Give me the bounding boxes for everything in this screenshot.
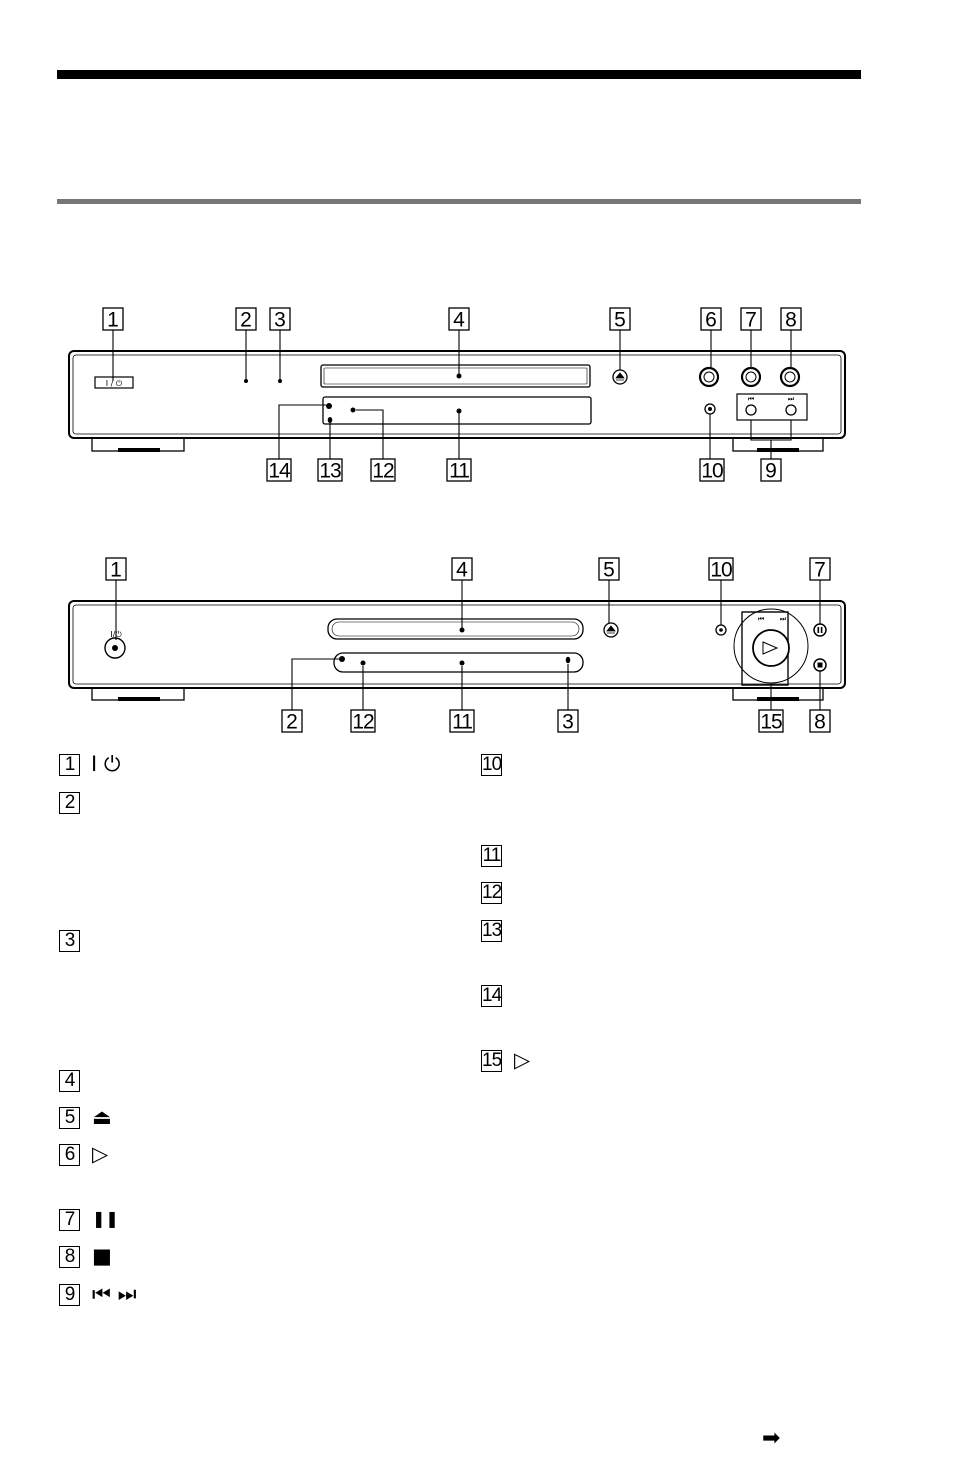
- legend-num: 6: [59, 1144, 80, 1166]
- legend-num: 12: [482, 882, 502, 903]
- svg-text:⏮: ⏮: [757, 615, 765, 623]
- device-top: [69, 330, 845, 459]
- legend-num: 2: [59, 792, 80, 814]
- top-callout-number: 5: [614, 308, 626, 332]
- svg-text:⏮: ⏮: [747, 395, 755, 403]
- legend-num: 3: [59, 930, 80, 952]
- bottom-callout-number: 4: [456, 558, 468, 582]
- top-callout-number: 7: [745, 308, 757, 332]
- top-callout-number: 11: [449, 459, 469, 483]
- top-callout-number: 8: [785, 308, 797, 332]
- legend-num: 8: [59, 1246, 80, 1268]
- legend-num: 10: [482, 754, 502, 775]
- top-callout-number: 13: [319, 459, 341, 483]
- top-callout-number: 6: [705, 308, 717, 332]
- play-icon: ▷: [92, 1142, 109, 1166]
- svg-text:⏭: ⏭: [787, 395, 795, 403]
- bottom-callout-number: 5: [603, 558, 615, 582]
- display-window-bottom: [334, 653, 583, 672]
- top-callout-number: 9: [765, 459, 777, 483]
- legend-num: 1: [59, 754, 80, 776]
- top-callout-number: 14: [268, 459, 290, 483]
- bottom-callout-number: 12: [352, 710, 374, 734]
- pause-icon: ❚❚: [92, 1209, 119, 1228]
- top-callout-number: 4: [453, 308, 465, 332]
- top-callout-number: 10: [701, 459, 723, 483]
- bottom-callout-number: 2: [286, 710, 298, 734]
- svg-text:⏭: ⏭: [779, 615, 787, 623]
- legend-num: 5: [59, 1107, 80, 1129]
- bottom-callout-number: 15: [760, 710, 782, 734]
- bottom-callout-number: 3: [562, 710, 574, 734]
- legend-num: 11: [482, 845, 501, 866]
- bottom-callout-number: 7: [814, 558, 826, 582]
- device-bottom: [69, 580, 845, 710]
- bottom-callout-number: 10: [710, 558, 732, 582]
- power-label-top: I / ⏻: [105, 379, 123, 388]
- bottom-callout-number: 11: [452, 710, 472, 734]
- bottom-callout-number: 8: [814, 710, 826, 734]
- legend-num: 9: [59, 1284, 80, 1306]
- skip-icons: ⏮ ⏭: [92, 1282, 137, 1306]
- top-callout-number: 3: [274, 308, 286, 332]
- legend-num: 7: [59, 1209, 80, 1231]
- top-callout-number: 2: [240, 308, 252, 332]
- top-callout-number: 12: [372, 459, 394, 483]
- legend-num: 14: [482, 985, 502, 1006]
- eject-icon: ⏏: [92, 1105, 112, 1129]
- legend-num: 4: [59, 1070, 80, 1092]
- pause-button-bottom: [814, 624, 826, 636]
- power-label-bottom: I/⏻: [110, 630, 122, 639]
- stop-icon: ■: [92, 1244, 112, 1268]
- top-callout-number: 1: [107, 308, 119, 332]
- legend-num: 13: [482, 920, 502, 941]
- continue-arrow-icon: ➡: [762, 1426, 781, 1451]
- power-icon: I ⏻: [91, 752, 121, 776]
- legend-num: 15: [482, 1050, 502, 1071]
- bottom-callout-number: 1: [110, 558, 122, 582]
- play-icon: ▷: [514, 1048, 531, 1072]
